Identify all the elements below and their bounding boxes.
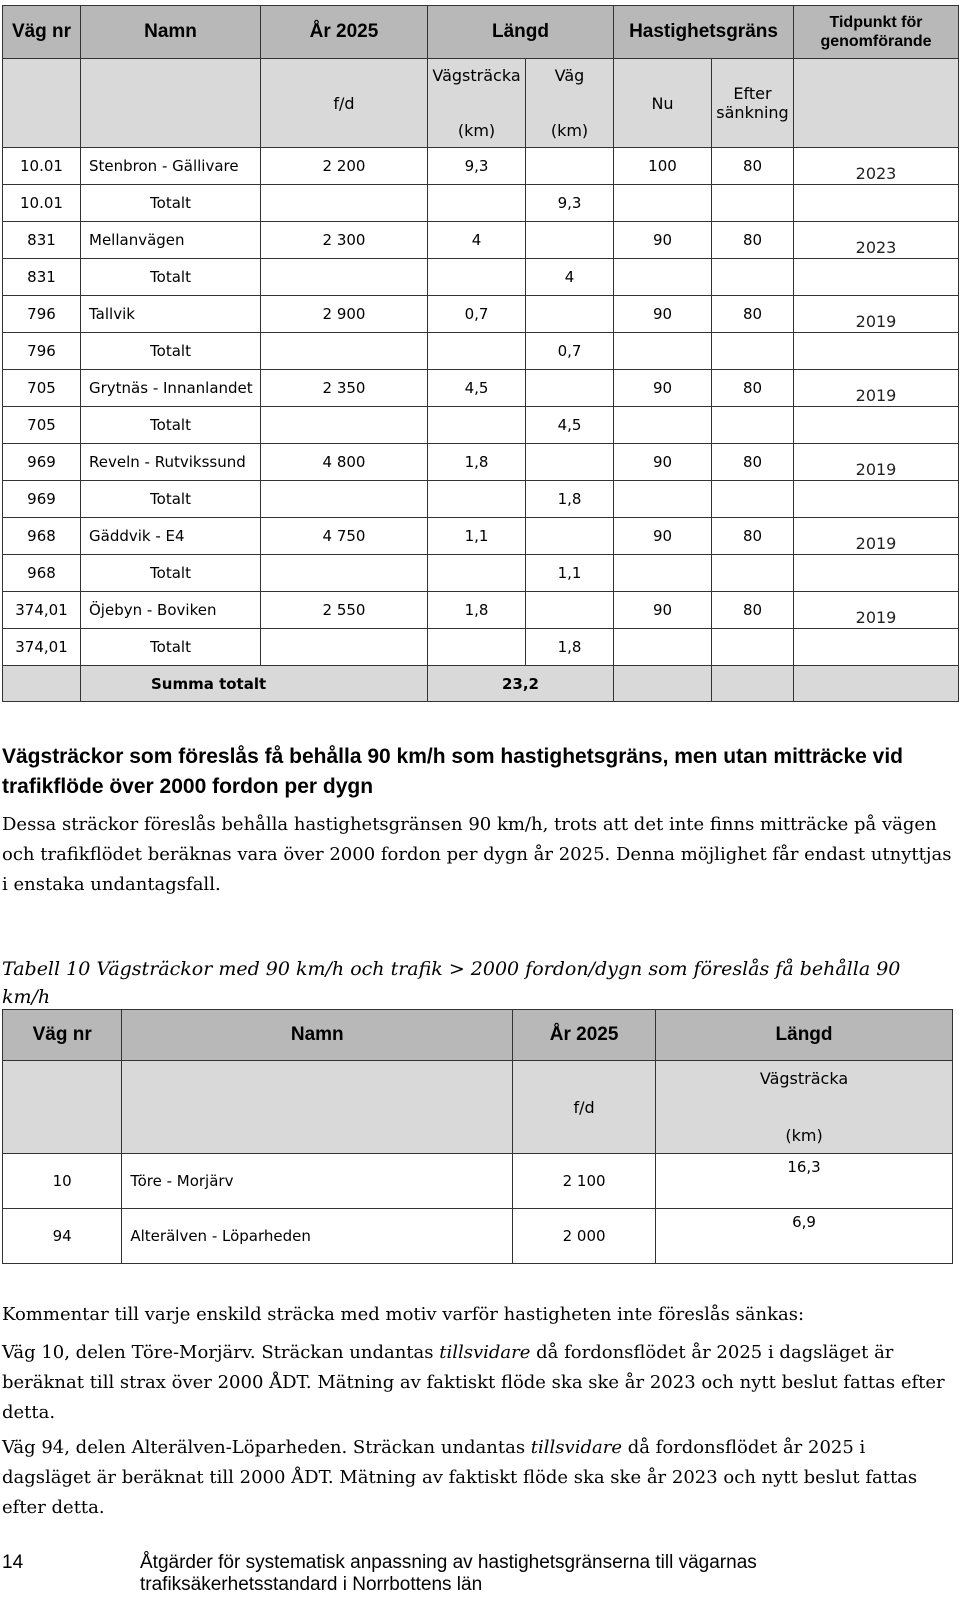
- table-row: [3, 185, 959, 222]
- table-row: [3, 555, 959, 592]
- table-row: [3, 259, 959, 296]
- row-nu: 90: [614, 222, 712, 259]
- comment-vag-94: [2, 1433, 952, 1523]
- row-namn: Tallvik: [81, 296, 261, 333]
- t2-header-ar: År 2025: [513, 1010, 656, 1061]
- row-vag: [526, 592, 614, 629]
- row-nu: [614, 185, 712, 222]
- row-vagstracka: 4: [428, 222, 526, 259]
- row-nu: [614, 407, 712, 444]
- row-fd: [261, 333, 428, 370]
- row-nu: 90: [614, 370, 712, 407]
- row-fd: [261, 259, 428, 296]
- row-tidpunkt: 2019: [794, 592, 959, 629]
- row-nu: 90: [614, 518, 712, 555]
- row-namn: Reveln - Rutvikssund: [81, 444, 261, 481]
- table-row: [3, 407, 959, 444]
- row-namn: Stenbron - Gällivare: [81, 148, 261, 185]
- row-vag-nr: 831: [3, 222, 81, 259]
- table2-subheader-row: [3, 1061, 953, 1154]
- row-fd: [261, 555, 428, 592]
- table-row: [3, 222, 959, 259]
- subheader-fd: f/d: [261, 59, 428, 148]
- row-vagstracka: 4,5: [428, 370, 526, 407]
- row-vag: [526, 222, 614, 259]
- row-fd: 2 300: [261, 222, 428, 259]
- row-nu: 90: [614, 592, 712, 629]
- row-vag-nr: 968: [3, 555, 81, 592]
- row-tidpunkt: [794, 629, 959, 666]
- t2-subheader-unit: (km): [785, 1126, 823, 1145]
- comment-2-text-b: då fordonsflödet år 2025 i dagsläget är beräknat till 2000 ÅDT. Mätning av faktiskt flöde ska ske år 2023 och nytt beslut fattas efter detta.: [2, 1437, 918, 1518]
- row-namn: Totalt: [81, 185, 261, 222]
- table2-header-row: [3, 1010, 953, 1061]
- row-vagstracka: [428, 259, 526, 296]
- header-namn: Namn: [81, 6, 261, 59]
- row-namn: Totalt: [81, 333, 261, 370]
- table-row: [3, 370, 959, 407]
- speed-reduction-table: [2, 5, 959, 702]
- row-vagstracka: [428, 629, 526, 666]
- comment-1-text-a: Väg 10, delen Töre-Morjärv. Sträckan undantas: [2, 1342, 440, 1363]
- row-vag-nr: 968: [3, 518, 81, 555]
- row-vag-nr: 831: [3, 259, 81, 296]
- row-namn: Gäddvik - E4: [81, 518, 261, 555]
- row-tidpunkt: [794, 481, 959, 518]
- row-vagstracka: 1,8: [428, 444, 526, 481]
- row-vag: [526, 444, 614, 481]
- row-vagstracka: [428, 333, 526, 370]
- comment-2-emphasis: tillsvidare: [530, 1437, 622, 1458]
- table-row: [3, 1209, 953, 1264]
- header-ar: År 2025: [261, 6, 428, 59]
- row-vag: 4: [526, 259, 614, 296]
- row-fd: [261, 481, 428, 518]
- t2-header-langd: Längd: [656, 1010, 953, 1061]
- summa-row: [3, 666, 959, 702]
- summa-label: Summa totalt: [81, 666, 428, 702]
- row-namn: Totalt: [81, 407, 261, 444]
- header-langd: Längd: [428, 6, 614, 59]
- row-vagstracka: [428, 407, 526, 444]
- row-vag: [526, 296, 614, 333]
- table-row: [3, 629, 959, 666]
- row-vagstracka: 1,8: [428, 592, 526, 629]
- row-vagstracka: 0,7: [428, 296, 526, 333]
- row-vag: [526, 518, 614, 555]
- subheader-vagstracka: Vägsträcka: [432, 66, 521, 85]
- table-row: [3, 518, 959, 555]
- row-tidpunkt: 2019: [794, 296, 959, 333]
- row-tidpunkt: 2019: [794, 518, 959, 555]
- row-nu: 90: [614, 296, 712, 333]
- comment-1-emphasis: tillsvidare: [439, 1342, 531, 1363]
- row-nu: [614, 481, 712, 518]
- row-efter: 80: [712, 148, 794, 185]
- row-tidpunkt: 2019: [794, 370, 959, 407]
- row-nu: [614, 259, 712, 296]
- comment-1-text-b: då fordonsflödet år 2025 i dagsläget är beräknat till strax över 2000 ÅDT. Mätning av faktiskt flöde ska ske år 2023 och nytt beslut fattas efter detta.: [2, 1342, 945, 1423]
- row-tidpunkt: [794, 185, 959, 222]
- row-efter: [712, 555, 794, 592]
- row-vag-nr: 10.01: [3, 148, 81, 185]
- comment-2-text-a: Väg 94, delen Alterälven-Löparheden. Sträckan undantas: [2, 1437, 531, 1458]
- row-efter: 80: [712, 518, 794, 555]
- row-namn: Totalt: [81, 259, 261, 296]
- header-tidpunkt: Tidpunkt för genomförande: [794, 6, 959, 59]
- footer-title: Åtgärder för systematisk anpassning av hastighetsgränserna till vägarnas trafiksäkerhetsstandard i Norrbottens län: [140, 1552, 757, 1595]
- row-efter: [712, 185, 794, 222]
- row-vag-nr: 705: [3, 370, 81, 407]
- table-row: [3, 333, 959, 370]
- table-caption: Tabell 10 Vägsträckor med 90 km/h och trafik > 2000 fordon/dygn som föreslås få behålla 90 km/h: [2, 958, 901, 1008]
- t2-row-vag-nr: 10: [3, 1154, 122, 1209]
- row-vag-nr: 969: [3, 444, 81, 481]
- summa-value: 23,2: [428, 666, 614, 702]
- row-tidpunkt: 2019: [794, 444, 959, 481]
- comment-vag-10: [2, 1338, 952, 1428]
- table-row: [3, 148, 959, 185]
- row-vagstracka: [428, 481, 526, 518]
- row-fd: 2 200: [261, 148, 428, 185]
- header-vag-nr: Väg nr: [3, 6, 81, 59]
- t2-subheader-vagstracka: Vägsträcka: [759, 1069, 849, 1088]
- row-efter: [712, 407, 794, 444]
- row-vag: 4,5: [526, 407, 614, 444]
- row-vag-nr: 374,01: [3, 629, 81, 666]
- table-row: [3, 1154, 953, 1209]
- row-vag-nr: 796: [3, 333, 81, 370]
- row-vag: [526, 148, 614, 185]
- row-fd: [261, 407, 428, 444]
- row-namn: Totalt: [81, 481, 261, 518]
- row-efter: [712, 259, 794, 296]
- t2-row-fd: 2 000: [513, 1209, 656, 1264]
- row-fd: 2 350: [261, 370, 428, 407]
- subheader-nu: Nu: [614, 59, 712, 148]
- row-tidpunkt: [794, 333, 959, 370]
- row-vagstracka: 1,1: [428, 518, 526, 555]
- subheader-vag-unit: (km): [550, 121, 589, 140]
- row-vagstracka: [428, 185, 526, 222]
- row-tidpunkt: [794, 555, 959, 592]
- t2-row-namn: Alterälven - Löparheden: [122, 1209, 513, 1264]
- t2-row-vag-nr: 94: [3, 1209, 122, 1264]
- row-tidpunkt: 2023: [794, 148, 959, 185]
- row-nu: 100: [614, 148, 712, 185]
- row-nu: [614, 555, 712, 592]
- table-row: [3, 296, 959, 333]
- t2-subheader-fd: f/d: [513, 1061, 656, 1154]
- t2-header-namn: Namn: [122, 1010, 513, 1061]
- row-vag: 0,7: [526, 333, 614, 370]
- row-nu: [614, 333, 712, 370]
- table-row: [3, 444, 959, 481]
- section-paragraph: Dessa sträckor föreslås behålla hastighetsgränsen 90 km/h, trots att det inte finns mitträcke på vägen och trafikflödet beräknas vara över 2000 fordon per dygn år 2025. Denna möjlighet får endast utnyttjas i enstaka undantagsfall.: [2, 814, 952, 895]
- row-tidpunkt: 2023: [794, 222, 959, 259]
- row-efter: [712, 629, 794, 666]
- row-efter: 80: [712, 222, 794, 259]
- row-vagstracka: [428, 555, 526, 592]
- row-vag: 1,1: [526, 555, 614, 592]
- row-vag: [526, 370, 614, 407]
- table-row: [3, 481, 959, 518]
- row-fd: [261, 185, 428, 222]
- row-efter: 80: [712, 370, 794, 407]
- row-efter: [712, 333, 794, 370]
- exception-table: [2, 1009, 953, 1264]
- row-vag: 1,8: [526, 629, 614, 666]
- row-namn: Totalt: [81, 629, 261, 666]
- row-efter: 80: [712, 296, 794, 333]
- row-namn: Totalt: [81, 555, 261, 592]
- row-tidpunkt: [794, 407, 959, 444]
- row-efter: [712, 481, 794, 518]
- section-title: Vägsträckor som föreslås få behålla 90 km/h som hastighetsgräns, men utan mitträcke vid trafikflöde över 2000 fordon per dygn: [2, 745, 903, 798]
- page-number: 14: [2, 1552, 24, 1573]
- row-vag-nr: 969: [3, 481, 81, 518]
- row-fd: [261, 629, 428, 666]
- row-vag: 1,8: [526, 481, 614, 518]
- row-vag: 9,3: [526, 185, 614, 222]
- table-row: [3, 592, 959, 629]
- t2-row-langd: 16,3: [656, 1154, 953, 1209]
- table-subheader-row: [3, 59, 959, 148]
- row-vag-nr: 705: [3, 407, 81, 444]
- row-namn: Öjebyn - Boviken: [81, 592, 261, 629]
- row-fd: 2 550: [261, 592, 428, 629]
- row-vagstracka: 9,3: [428, 148, 526, 185]
- row-tidpunkt: [794, 259, 959, 296]
- row-vag-nr: 10.01: [3, 185, 81, 222]
- row-fd: 4 750: [261, 518, 428, 555]
- row-vag-nr: 374,01: [3, 592, 81, 629]
- subheader-vag: Väg: [554, 66, 585, 85]
- row-namn: Mellanvägen: [81, 222, 261, 259]
- row-namn: Grytnäs - Innanlandet: [81, 370, 261, 407]
- subheader-vagstracka-unit: (km): [457, 121, 496, 140]
- header-hastighet: Hastighetsgräns: [614, 6, 794, 59]
- row-vag-nr: 796: [3, 296, 81, 333]
- subheader-efter: Efter sänkning: [712, 59, 794, 148]
- row-fd: 2 900: [261, 296, 428, 333]
- comments-intro: Kommentar till varje enskild sträcka med motiv varför hastigheten inte föreslås sänkas:: [2, 1304, 805, 1325]
- t2-row-fd: 2 100: [513, 1154, 656, 1209]
- t2-row-namn: Töre - Morjärv: [122, 1154, 513, 1209]
- table-header-row: [3, 6, 959, 59]
- t2-row-langd: 6,9: [656, 1209, 953, 1264]
- row-efter: 80: [712, 444, 794, 481]
- row-nu: [614, 629, 712, 666]
- row-efter: 80: [712, 592, 794, 629]
- row-nu: 90: [614, 444, 712, 481]
- row-fd: 4 800: [261, 444, 428, 481]
- t2-header-vag-nr: Väg nr: [3, 1010, 122, 1061]
